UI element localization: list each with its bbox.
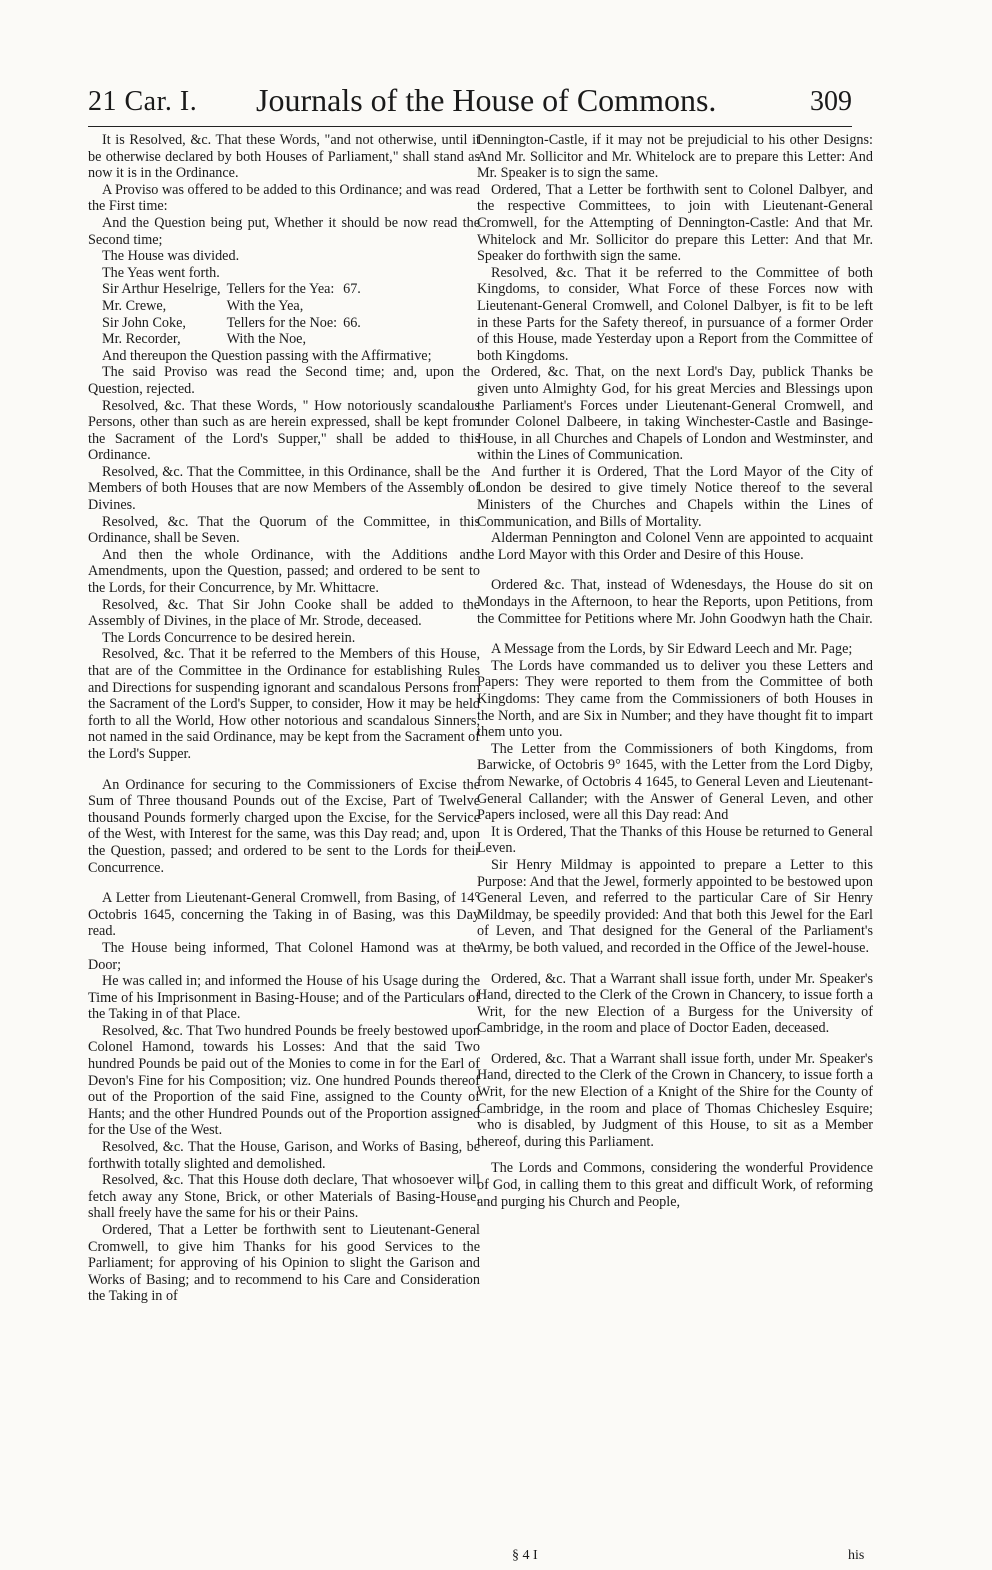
paragraph: And thereupon the Question passing with the Affirmative;: [102, 347, 432, 364]
paragraph: Resolved, &c. That the Committee, in this Ordinance, shall be the Members of both Houses that are now Members of the Assembly of Divines.: [88, 463, 480, 514]
paragraph: Sir Henry Mildmay is appointed to prepare a Letter to this Purpose: And that the Jewel, formerly appointed to be bestowed upon General Leven, and referred to the particular Care of Sir Henry Mildmay, be speedily provided: And that both this Jewel for the Earl of Leven, and That designed for the General of the Parliament's Army, be both valued, and recorded in the Office of the Jewel-house.: [477, 856, 873, 956]
division-tellers: [102, 281, 367, 347]
teller-role: With the Yea,: [226, 297, 304, 314]
paragraph: Resolved, &c. That the House, Garison, and Works of Basing, be forthwith totally slighted and demolished.: [88, 1139, 480, 1172]
page-number: 309: [810, 86, 852, 117]
paragraph: Dennington-Castle, if it may not be prejudicial to his other Designs: And Mr. Sollicitor and Mr. Whitelock are to prepare this Letter: And Mr. Speaker is to sign the same.: [477, 132, 873, 182]
paragraph: Resolved, &c. That Two hundred Pounds be freely bestowed upon Colonel Hamond, towards his Losses: And that the said Two hundred Pounds be paid out of the Monies to come in for the Earl of Devon's Fine for his Composition; viz. One hundred Pounds thereof out of the Proportion of the said Fine, assigned to the County of Hants; and the other Hundred Pounds out of the Proportion assigned for the Use of the West.: [88, 1022, 480, 1139]
reign-label: 21 Car. I.: [88, 86, 198, 117]
teller-name: Sir John Coke,: [102, 314, 186, 331]
paragraph: Resolved, &c. That this House doth declare, That whosoever will fetch away any Stone, Brick, or other Materials of Basing-House, shall freely have the same for his or their Pains.: [88, 1172, 480, 1222]
paragraph: And the Question being put, Whether it should be now read the Second time;: [88, 214, 480, 248]
journal-title: Journals of the House of Commons.: [256, 82, 717, 118]
right-column: [477, 132, 873, 1210]
paragraph: And further it is Ordered, That the Lord Mayor of the City of London be desired to give timely Notice thereof to the several Ministers of the Churches and Chapels within the Lines of Communication, and Bills of Mortality.: [477, 463, 873, 530]
paragraph: Resolved, &c. That these Words, " How notoriously scandalous Persons, other than such as are herein expressed, shall be kept from the Sacrament of the Lord's Supper," shall be added to this Ordinance.: [88, 397, 480, 464]
paragraph: Ordered, That a Letter be forthwith sent to Colonel Dalbyer, and the respective Committees, to join with Lieutenant-General Cromwell, for the Attempting of Dennington-Castle: And that Mr. Whitelock and Mr. Sollicitor do prepare this Letter: And that Mr. Speaker do forthwith sign the same.: [477, 181, 873, 265]
paragraph: And then the whole Ordinance, with the Additions and Amendments, upon the Question, passed; and ordered to be sent to the Lords, for their Concurrence, by Mr. Whittacre.: [88, 546, 480, 597]
teller-role: Tellers for the Noe:: [226, 314, 338, 331]
yea-count: 67.: [343, 281, 361, 298]
paragraph: Alderman Pennington and Colonel Venn are appointed to acquaint the Lord Mayor with this Order and Desire of this House.: [477, 530, 873, 563]
paragraph: A Letter from Lieutenant-General Cromwell, from Basing, of 14° Octobris 1645, concerning the Taking in of Basing, was this Day read.: [88, 890, 480, 940]
paragraph: Ordered, &c. That a Warrant shall issue forth, under Mr. Speaker's Hand, directed to the Clerk of the Crown in Chancery, to issue forth a Writ, for the new Election of a Burgess for the University of Cambridge, in the room and place of Doctor Eaden, deceased.: [477, 970, 873, 1037]
paragraph: Ordered, &c. That a Warrant shall issue forth, under Mr. Speaker's Hand, directed to the Clerk of the Crown in Chancery, to issue forth a Writ, for the new Election of a Knight of the Shire for the County of Cambridge, in the room and place of Thomas Chichesley Esquire; who is disabled, by Judgment of this House, to sit as a Member thereof, during this Parliament.: [477, 1050, 873, 1150]
paragraph: Resolved, &c. That it be referred to the Members of this House, that are of the Committee in the Ordinance for establishing Rules and Directions for suspending ignorant and scandalous Persons from the Sacrament of the Lord's Supper, to consider, How it may be held forth to all the World, How other notorious and scandalous Sinners, not named in the said Ordinance, may be kept from the Sacrament of the Lord's Supper.: [88, 646, 480, 762]
paragraph: The House was divided.: [102, 248, 240, 265]
paragraph: The said Proviso was read the Second time; and, upon the Question, rejected.: [88, 364, 480, 397]
teller-name: Sir Arthur Heselrige,: [102, 281, 221, 298]
running-header: [88, 82, 852, 127]
paragraph: Ordered, That a Letter be forthwith sent to Lieutenant-General Cromwell, to give him Thanks for his good Services to the Parliament; for approving of his Opinion to slight the Garison and Works of Basing; and to recommend to his Care and Consideration the Taking in of: [88, 1222, 480, 1305]
paragraph: An Ordinance for securing to the Commissioners of Excise the Sum of Three thousand Pounds out of the Excise, Part of Twelve thousand Pounds formerly charged upon the Excise, for the Service of the West, with Interest for the same, was this Day read; and, upon the Question, passed; and ordered to be sent to the Lords for their Concurrence.: [88, 776, 480, 876]
paragraph: Resolved, &c. That it be referred to the Committee of both Kingdoms, to consider, What Force of these Forces now with Lieutenant-General Cromwell, and Colonel Dalbyer, is fit to be left in these Parts for the Safety thereof, in pursuance of a former Order of this House, made Yesterday upon a Report from the Committee of both Kingdoms.: [477, 264, 873, 364]
catchword: his: [848, 1548, 865, 1563]
paragraph: The Lords have commanded us to deliver you these Letters and Papers: They were reported to them from the Committee of both Kingdoms: They came from the Commissioners of both Houses in the North, and are Six in Number; and they have thought fit to impart them unto you.: [477, 657, 873, 741]
teller-role: With the Noe,: [226, 331, 307, 348]
teller-name: Mr. Crewe,: [102, 297, 167, 314]
paragraph: A Proviso was offered to be added to this Ordinance; and was read the First time:: [88, 181, 480, 215]
left-column: [88, 132, 480, 1305]
paragraph: The Yeas went forth.: [102, 264, 220, 281]
paragraph: Ordered, &c. That, on the next Lord's Day, publick Thanks be given unto Almighty God, for his great Mercies and Blessings upon the Parliament's Forces under Lieutenant-General Cromwell, and under Colonel Dalbeere, in taking Winchester-Castle and Basinge-House, in all Churches and Chapels of London and Westminster, and within the Lines of Communication.: [477, 364, 873, 464]
paragraph: The Lords and Commons, considering the wonderful Providence of God, in calling them to this great and difficult Work, of reforming and purging his Church and People,: [477, 1160, 873, 1210]
paragraph: The Lords Concurrence to be desired herein.: [102, 629, 356, 646]
teller-role: Tellers for the Yea:: [226, 281, 335, 298]
paragraph: Ordered &c. That, instead of Wdenesdays, the House do sit on Mondays in the Afternoon, to hear the Reports, upon Petitions, from the Committee for Petitions where Mr. John Goodwyn hath the Chair.: [477, 577, 873, 627]
paragraph: It is Resolved, &c. That these Words, "and not otherwise, until it be otherwise declared by both Houses of Parliament," shall stand as now it is in the Ordinance.: [88, 132, 480, 182]
paragraph: A Message from the Lords, by Sir Edward Leech and Mr. Page;: [491, 641, 853, 658]
noe-count: 66.: [343, 314, 361, 331]
paragraph: The House being informed, That Colonel Hamond was at the Door;: [88, 939, 480, 973]
teller-name: Mr. Recorder,: [102, 331, 181, 348]
signature-mark: § 4 I: [512, 1548, 538, 1563]
paragraph: Resolved, &c. That Sir John Cooke shall be added to the Assembly of Divines, in the place of Mr. Strode, deceased.: [88, 596, 480, 630]
paragraph: He was called in; and informed the House of his Usage during the Time of his Imprisonment in Basing-House; and of the Particulars of the Taking in of that Place.: [88, 973, 480, 1023]
paragraph: Resolved, &c. That the Quorum of the Committee, in this Ordinance, shall be Seven.: [88, 513, 480, 547]
paragraph: The Letter from the Commissioners of both Kingdoms, from Barwicke, of Octobris 9° 1645, with the Letter from the Lord Digby, from Newarke, of Octobris 4 1645, to General Leven and Lieutenant-General Callander; with the Answer of General Leven, and other Papers inclosed, were all this Day read: And: [477, 740, 873, 824]
paragraph: It is Ordered, That the Thanks of this House be returned to General Leven.: [477, 823, 873, 857]
